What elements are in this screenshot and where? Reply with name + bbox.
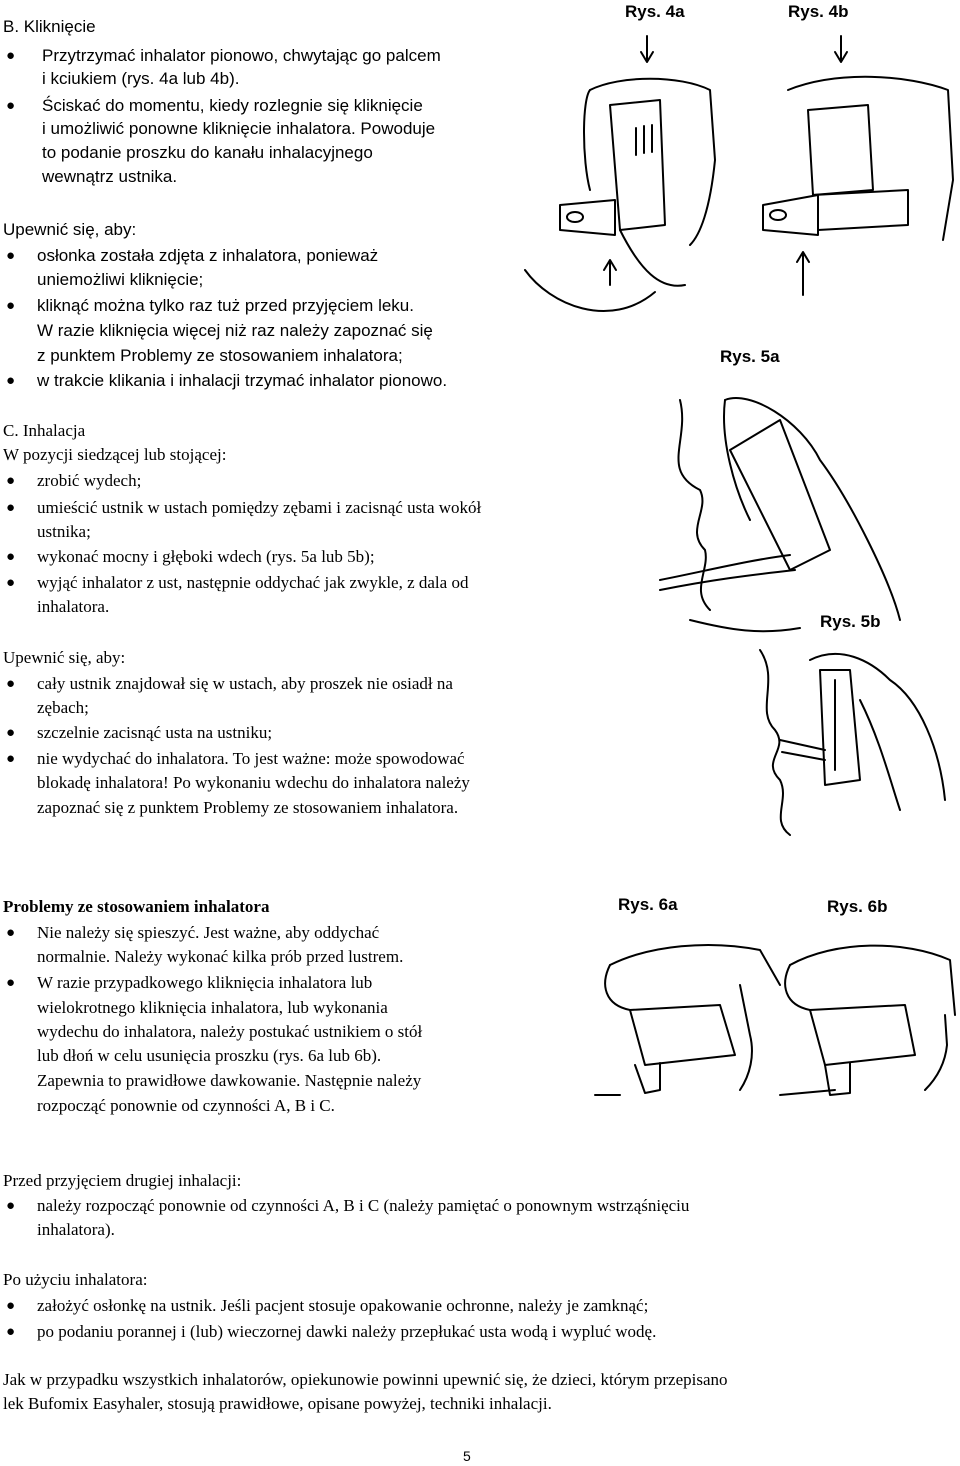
problems-bullet-1-line-2: normalnie. Należy wykonać kilka prób przed lustrem. xyxy=(37,947,404,966)
second-inhalation-line-2: inhalatora). xyxy=(37,1220,115,1239)
problems-bullet-2-line-6: rozpocząć ponownie od czynności A, B i C. xyxy=(37,1096,335,1115)
problems-bullet-2-line-4: lub dłoń w celu usunięcia proszku (rys. 6a lub 6b). xyxy=(37,1046,382,1065)
section-c-ensure-3-line-1: nie wydychać do inhalatora. To jest ważne: może spowodować xyxy=(37,749,465,768)
bullet-icon: ● xyxy=(6,98,16,114)
after-use-bullet-2: po podaniu porannej i (lub) wieczornej dawki należy przepłukać usta wodą i wypluć wodę. xyxy=(37,1322,657,1341)
second-inhalation-line-1: należy rozpocząć ponownie od czynności A, B i C (należy pamiętać o ponownym wstrząśnięciu xyxy=(37,1196,690,1215)
section-c-ensure-3-line-2: blokadę inhalatora! Po wykonaniu wdechu do inhalatora należy xyxy=(37,773,470,792)
figure-label-5b: Rys. 5b xyxy=(820,612,881,631)
page-number: 5 xyxy=(463,1448,471,1464)
problems-bullet-1-line-1: Nie należy się spieszyć. Jest ważne, aby oddychać xyxy=(37,923,380,942)
section-b-ensure-3-line-1: w trakcie klikania i inhalacji trzymać inhalator pionowo. xyxy=(37,371,448,390)
hand-tapping-inhaler-icon xyxy=(775,925,960,1100)
section-b-ensure-2-line-2: W razie kliknięcia więcej niż raz należy zapoznać się xyxy=(37,321,433,340)
section-b-ensure-2-line-1: kliknąć można tylko raz tuż przed przyjęciem leku. xyxy=(37,296,414,315)
face-inhaling-icon xyxy=(750,640,960,840)
problems-bullet-2-line-5: Zapewnia to prawidłowe dawkowanie. Następnie należy xyxy=(37,1071,422,1090)
bullet-icon: ● xyxy=(6,1298,16,1314)
section-c-bullet-3: wykonać mocny i głęboki wdech (rys. 5a lub 5b); xyxy=(37,547,375,566)
face-inhaling-icon xyxy=(650,380,950,640)
problems-title: Problemy ze stosowaniem inhalatora xyxy=(3,897,270,916)
bullet-icon: ● xyxy=(6,751,16,767)
section-b-bullet-2-line-1: Ściskać do momentu, kiedy rozlegnie się kliknięcie xyxy=(42,96,423,115)
bullet-icon: ● xyxy=(6,48,16,64)
second-inhalation-heading: Przed przyjęciem drugiej inhalacji: xyxy=(3,1171,242,1190)
bullet-icon: ● xyxy=(6,473,16,489)
bullet-icon: ● xyxy=(6,1324,16,1340)
after-use-heading: Po użyciu inhalatora: xyxy=(3,1270,148,1289)
figure-label-5a: Rys. 5a xyxy=(720,347,780,366)
section-b-title: B. Kliknięcie xyxy=(3,17,96,36)
section-b-bullet-2-line-2: i umożliwić ponowne kliknięcie inhalatora. Powoduje xyxy=(42,119,436,138)
section-c-title: C. Inhalacja xyxy=(3,421,86,440)
section-b-ensure-2-line-3: z punktem Problemy ze stosowaniem inhalatora; xyxy=(37,346,403,365)
section-c-intro: W pozycji siedzącej lub stojącej: xyxy=(3,445,227,464)
problems-bullet-2-line-3: wydechu do inhalatora, należy postukać ustnikiem o stół xyxy=(37,1022,423,1041)
bullet-icon: ● xyxy=(6,676,16,692)
section-c-bullet-4-line-1: wyjąć inhalator z ust, następnie oddychać jak zwykle, z dala od xyxy=(37,573,469,592)
figure-label-4b: Rys. 4b xyxy=(788,2,849,21)
bullet-icon: ● xyxy=(6,248,16,264)
bullet-icon: ● xyxy=(6,549,16,565)
section-c-ensure-heading: Upewnić się, aby: xyxy=(3,648,126,667)
figure-label-6b: Rys. 6b xyxy=(827,897,888,916)
section-c-ensure-2: szczelnie zacisnąć usta na ustniku; xyxy=(37,723,273,742)
section-b-bullet-1-line-2: i kciukiem (rys. 4a lub 4b). xyxy=(42,69,240,88)
section-b-bullet-2-line-4: wewnątrz ustnika. xyxy=(42,167,178,186)
hand-tapping-inhaler-icon xyxy=(590,925,790,1100)
problems-bullet-2-line-1: W razie przypadkowego kliknięcia inhalatora lub xyxy=(37,973,373,992)
bullet-icon: ● xyxy=(6,575,16,591)
hand-clicking-inhaler-icon xyxy=(520,30,720,340)
section-c-bullet-2-line-2: ustnika; xyxy=(37,522,91,541)
section-c-ensure-3-line-3: zapoznać się z punktem Problemy ze stosowaniem inhalatora. xyxy=(37,798,459,817)
problems-bullet-2-line-2: wielokrotnego kliknięcia inhalatora, lub wykonania xyxy=(37,998,388,1017)
section-b-ensure-1-line-2: uniemożliwi kliknięcie; xyxy=(37,270,204,289)
bullet-icon: ● xyxy=(6,298,16,314)
bullet-icon: ● xyxy=(6,500,16,516)
after-use-bullet-1: założyć osłonkę na ustnik. Jeśli pacjent stosuje opakowanie ochronne, należy je zamknąć; xyxy=(37,1296,649,1315)
figure-label-4a: Rys. 4a xyxy=(625,2,685,21)
section-b-bullet-2-line-3: to podanie proszku do kanału inhalacyjnego xyxy=(42,143,373,162)
hand-clicking-inhaler-icon xyxy=(758,30,958,270)
bullet-icon: ● xyxy=(6,373,16,389)
bullet-icon: ● xyxy=(6,925,16,941)
closing-line-1: Jak w przypadku wszystkich inhalatorów, opiekunowie powinni upewnić się, że dzieci, którym przepisano xyxy=(3,1370,728,1389)
closing-line-2: lek Bufomix Easyhaler, stosują prawidłowe, opisane powyżej, techniki inhalacji. xyxy=(3,1394,552,1413)
section-c-bullet-2-line-1: umieścić ustnik w ustach pomiędzy zębami i zacisnąć usta wokół xyxy=(37,498,482,517)
bullet-icon: ● xyxy=(6,725,16,741)
section-c-bullet-1: zrobić wydech; xyxy=(37,471,142,490)
section-c-bullet-4-line-2: inhalatora. xyxy=(37,597,110,616)
figure-label-6a: Rys. 6a xyxy=(618,895,678,914)
section-b-bullet-1-line-1: Przytrzymać inhalator pionowo, chwytając go palcem xyxy=(42,46,441,65)
section-b-ensure-heading: Upewnić się, aby: xyxy=(3,220,137,239)
section-c-ensure-1-line-2: zębach; xyxy=(37,698,89,717)
section-c-ensure-1-line-1: cały ustnik znajdował się w ustach, aby proszek nie osiadł na xyxy=(37,674,453,693)
bullet-icon: ● xyxy=(6,1198,16,1214)
bullet-icon: ● xyxy=(6,975,16,991)
section-b-ensure-1-line-1: osłonka została zdjęta z inhalatora, ponieważ xyxy=(37,246,379,265)
